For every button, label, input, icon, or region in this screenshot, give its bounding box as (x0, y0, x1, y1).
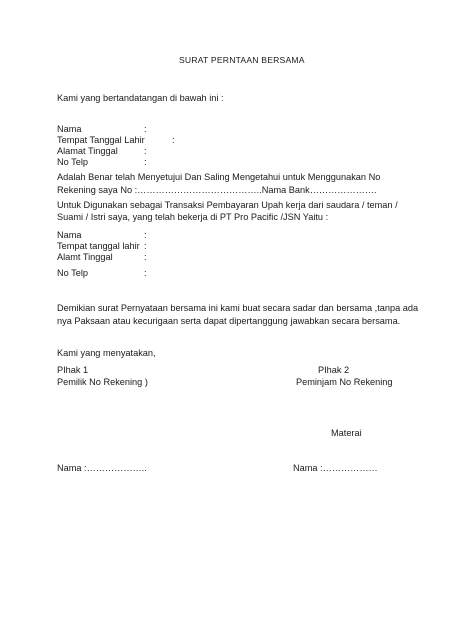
s1-ttl-label: Tempat Tanggal Lahir (57, 135, 145, 145)
party2-name-line: Nama :……………… (293, 463, 378, 473)
statement-line-1: Adalah Benar telah Menyetujui Dan Saling Mengetahui untuk Menggunakan No (57, 172, 381, 182)
statement-line-2: Rekening saya No :…………………………………..Nama Bank…………………. (57, 185, 377, 195)
s2-nama-label: Nama (57, 230, 82, 240)
party1-role: Pemilik No Rekening ) (57, 377, 148, 387)
s2-telp-label: No Telp (57, 268, 88, 278)
materai-label: Materai (331, 428, 362, 438)
s1-alamat-label: Alamat Tinggal (57, 146, 118, 156)
purpose-line-2: Suami / Istri saya, yang telah bekerja di PT Pro Pacific /JSN Yaitu : (57, 212, 329, 222)
party2-role: Peminjam No Rekening (296, 377, 393, 387)
s2-telp-colon: : (144, 268, 147, 278)
purpose-line-1: Untuk Digunakan sebagai Transaksi Pembayaran Upah kerja dari saudara / teman / (57, 200, 398, 210)
closing-line-1: Demikian surat Pernyataan bersama ini kami buat secara sadar dan bersama ,tanpa ada (57, 303, 419, 313)
s2-ttl-colon: : (144, 241, 147, 251)
intro-text: Kami yang bertandatangan di bawah ini : (57, 93, 224, 103)
s2-nama-colon: : (144, 230, 147, 240)
s1-telp-colon: : (144, 157, 147, 167)
s1-alamat-colon: : (144, 146, 147, 156)
document-title: SURAT PERNTAAN BERSAMA (179, 55, 305, 65)
s2-alamat-colon: : (144, 252, 147, 262)
party1-label: PIhak 1 (57, 365, 89, 375)
s1-telp-label: No Telp (57, 157, 88, 167)
s2-alamat-label: Alamt Tinggal (57, 252, 113, 262)
party2-label: PIhak 2 (318, 365, 350, 375)
s1-nama-colon: : (144, 124, 147, 134)
signoff-text: Kami yang menyatakan, (57, 348, 156, 358)
s2-ttl-label: Tempat tanggal lahir (57, 241, 140, 251)
s1-nama-label: Nama (57, 124, 82, 134)
closing-line-2: nya Paksaan atau kecurigaan serta dapat dipertanggung jawabkan secara bersama. (57, 316, 401, 326)
s1-ttl-colon: : (172, 135, 175, 145)
party1-name-line: Nama :……………….. (57, 463, 147, 473)
